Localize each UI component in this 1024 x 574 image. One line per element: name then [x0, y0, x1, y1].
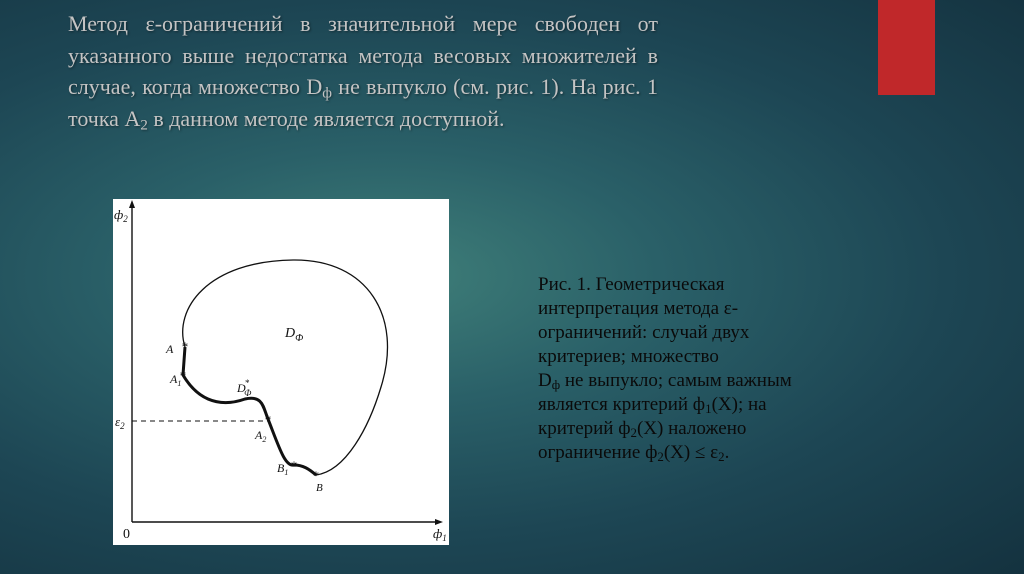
point-b1-marker: *: [290, 458, 298, 473]
diagram-svg: [113, 199, 449, 545]
point-b1-label: $B_1$: [277, 461, 289, 477]
figure-diagram: [113, 199, 449, 545]
region-boundary: [183, 260, 388, 475]
point-b-marker: *: [312, 468, 320, 483]
y-axis-arrow: [129, 200, 135, 208]
slide-paragraph: Метод ε-ограничений в значительной мере свободен от указанного выше недостатка метода весовых множителей в случае, когда множество $D_ф$ не выпукло (см. рис. 1). На рис. 1 точка $A_2$ в данном методе является доступной.: [68, 11, 658, 134]
accent-bar: [878, 0, 935, 95]
region-label: $D_Ф$: [285, 326, 304, 344]
caption-line: критериев; множество: [538, 346, 719, 367]
subset-label: D* Ф: [237, 378, 252, 398]
caption-line: $D_ф$ не выпукло; самым важным: [538, 370, 792, 393]
x-axis-label: $ф_1$: [433, 526, 447, 543]
point-b-label: B: [316, 482, 323, 494]
y-axis-label: $ф_2$: [114, 207, 128, 224]
epsilon-label: $\varepsilon_2$: [115, 414, 125, 431]
point-a2-marker: *: [264, 412, 272, 427]
caption-line: Рис. 1. Геометрическая: [538, 274, 725, 295]
caption-line: ограничение $ф_2(X) \le \varepsilon_2$.: [538, 442, 730, 465]
thick-curve: [183, 347, 316, 475]
caption-line: интерпретация метода ε-: [538, 298, 739, 319]
point-a2-label: $A_2$: [255, 428, 267, 444]
point-a1-label: $A_1$: [170, 372, 182, 388]
point-a-marker: *: [181, 339, 189, 354]
caption-line: является критерий $ф_1(X)$; на: [538, 394, 767, 417]
caption-line: критерий $ф_2(X)$ наложено: [538, 418, 747, 441]
x-axis-arrow: [435, 519, 443, 525]
origin-label: 0: [123, 527, 130, 542]
point-a-label: A: [166, 342, 174, 356]
caption-line: ограничений: случай двух: [538, 322, 750, 343]
point-a1-marker: *: [179, 368, 187, 383]
figure-caption: [538, 273, 838, 465]
